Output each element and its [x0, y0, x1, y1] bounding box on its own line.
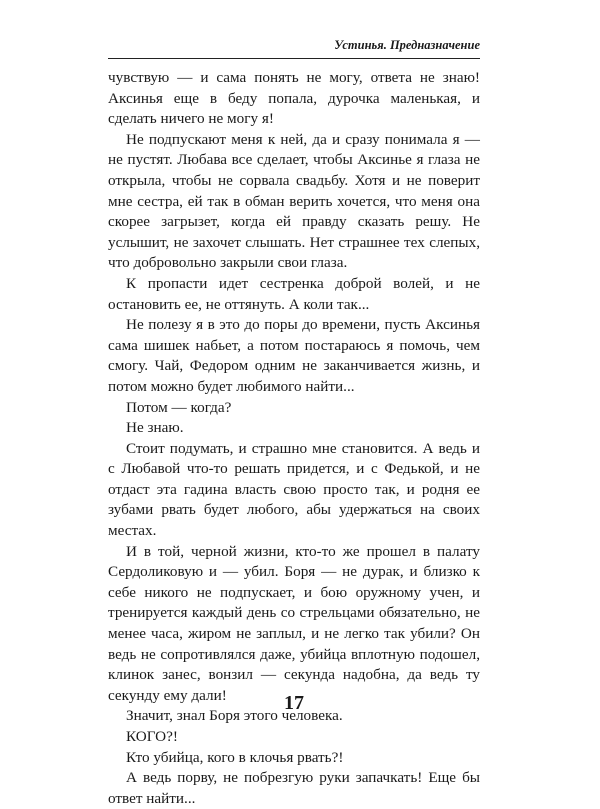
paragraph: Стоит подумать, и страшно мне становится. А ведь и с Любавой что-то решать придется, и с Федькой, и не отдаст эта гадина власть свою просто так, и родня ее зубами рвать будет любого, абы удержаться на своих местах.	[108, 439, 480, 540]
paragraph: И в той, черной жизни, кто-то же прошел в палату Сердоликовую и — убил. Боря — не дурак, и близко к себе никого не подпускает, и бою оружному учен, и тренируется каждый день со стрельцами обязательно, не менее часа, жиром не заплыл, и не легко так убили? Он ведь не сопротивлялся даже, убийца вплотную подошел, клинок занес, вонзил — секунда надобна, да ведь ту секунду ему дали!	[108, 542, 480, 704]
paragraph: Не знаю.	[126, 419, 184, 437]
paragraph: К пропасти идет сестренка доброй волей, и не остановить ее, не оттянуть. А коли так...	[108, 274, 480, 313]
paragraph: Не полезу я в это до поры до времени, пусть Аксинья сама шишек набьет, а потом постараюсь я помочь, чем смогу. Чай, Федором одним не заканчивается жизнь, и потом можно будет любимого найти...	[108, 316, 480, 395]
paragraph: КОГО?!	[126, 728, 178, 745]
running-head-title: Устинья. Предназначение	[108, 36, 480, 59]
paragraph: Кто убийца, кого в клочья рвать?!	[126, 748, 344, 766]
paragraph-continued: чувствую — и сама понять не могу, ответа не знаю! Аксинья еще в беду попала, дурочка маленькая, и сделать ничего не могу я!	[108, 69, 480, 128]
paragraph: Не подпускают меня к ней, да и сразу понимала я — не пустят. Любава все сделает, чтобы Аксинье я глаза не открыла, чтобы не сорвала свадьбу. Хотя и не поверит мне сестра, ей так в обман верить хочется, что меня она скорее загрызет, когда ей правду сказать решу. Не услышит, не захочет слышать. Нет страшнее тех слепых, что добровольно закрыли свои глаза.	[108, 130, 480, 272]
paragraph: Потом — когда?	[126, 398, 232, 416]
paragraph: А ведь порву, не побрезгую руки запачкать! Еще бы ответ найти...	[108, 769, 480, 807]
paragraph: Значит, знал Боря этого человека.	[126, 707, 343, 725]
page-number: 17	[284, 692, 304, 714]
